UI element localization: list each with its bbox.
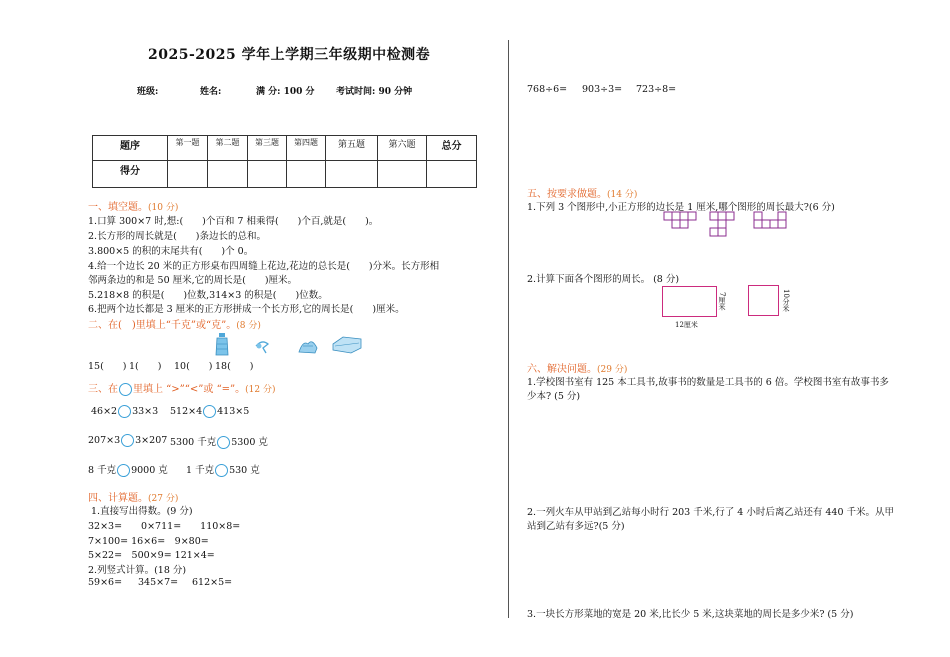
- pin-icon: [253, 338, 271, 354]
- compare-circle[interactable]: [117, 464, 130, 477]
- question-line: 4.给一个边长 20 米的正方形桌布四周缝上花边,花边的总长是( )分米。长方形相: [88, 261, 440, 272]
- bed-icon: [331, 334, 363, 354]
- square-side-label: 10分米: [782, 289, 790, 312]
- section5-heading: 五、按要求做题。(14 分): [527, 189, 638, 200]
- question-line: 2.计算下面各个图形的周长。 (8 分): [527, 274, 680, 285]
- section3-heading: 三、在 里填上 “>”“<”或 “=”。(12 分): [88, 384, 276, 395]
- score-cell[interactable]: [427, 161, 477, 188]
- score-cell[interactable]: [208, 161, 248, 188]
- question-line: 5.218×8 的积是( )位数,314×3 的积是( )位数。: [88, 290, 328, 301]
- score-table-header: 第五题: [326, 136, 378, 161]
- page-title: 2025-2025 学年上学期三年级期中检测卷: [148, 47, 431, 63]
- question-line: 2.一列火车从甲站到乙站每小时行 203 千米,行了 4 小时后离乙站还有 440 千米。从甲: [527, 507, 895, 518]
- answer-slot: 15( ): [88, 361, 127, 372]
- compare-circle[interactable]: [121, 434, 134, 447]
- compare-circle[interactable]: [203, 405, 216, 418]
- rectangle-figure: [662, 286, 717, 317]
- score-table-header: 第一题: [168, 136, 208, 161]
- question-line: 3.800×5 的积的末尾共有( )个 0。: [88, 246, 254, 257]
- exam-time-info: 考试时间: 90 分钟: [336, 87, 413, 97]
- full-score-info: 满 分: 100 分: [256, 87, 315, 97]
- rect-width-label: 12厘米: [675, 321, 698, 329]
- sub-heading: 1.直接写出得数。(9 分): [91, 506, 193, 517]
- question-line: 6.把两个边长都是 3 厘米的正方形拼成一个长方形,它的周长是( )厘米。: [88, 304, 405, 315]
- score-table-header: 第六题: [378, 136, 427, 161]
- question-line: 2.长方形的周长就是( )条边长的总和。: [88, 231, 266, 242]
- square-figure: [748, 285, 779, 316]
- score-cell[interactable]: [326, 161, 378, 188]
- calc-item: 903÷3=: [582, 84, 623, 95]
- question-line: 1.学校图书室有 125 本工具书,故事书的数量是工具书的 6 倍。学校图书室有故事书多: [527, 377, 889, 388]
- calc-item: 345×7=: [138, 577, 179, 588]
- calc-item: 768÷6=: [527, 84, 568, 95]
- bottle-icon: [214, 332, 230, 356]
- grid-figure-c: [753, 211, 789, 229]
- question-line: 站到乙站有多远?(5 分): [527, 521, 625, 532]
- rect-height-label: 7厘米: [718, 292, 726, 311]
- grid-figure-b: [709, 211, 739, 239]
- score-cell[interactable]: [168, 161, 208, 188]
- score-table-header: 题序: [93, 136, 168, 161]
- compare-circle-icon: [119, 383, 132, 396]
- column-divider: [508, 40, 509, 618]
- calc-line: 5×22= 500×9= 121×4=: [88, 550, 215, 561]
- compare-item: 8 千克 9000 克: [88, 465, 168, 476]
- section1-heading: 一、填空题。(10 分): [88, 202, 179, 213]
- compare-circle[interactable]: [215, 464, 228, 477]
- calc-line: 7×100= 16×6= 9×80=: [88, 536, 209, 547]
- score-cell[interactable]: [378, 161, 427, 188]
- section6-heading: 六、解决问题。(29 分): [527, 364, 628, 375]
- compare-circle[interactable]: [217, 436, 230, 449]
- score-table-header: 第四题: [287, 136, 326, 161]
- calc-line: 32×3= 0×711= 110×8=: [88, 521, 241, 532]
- score-table-header: 总分: [427, 136, 477, 161]
- grid-figure-a: [663, 211, 703, 229]
- question-line: 1.下列 3 个图形中,小正方形的边长是 1 厘米,哪个图形的周长最大?(6 分): [527, 202, 835, 213]
- score-cell[interactable]: [287, 161, 326, 188]
- answer-slot: 10( ): [174, 361, 213, 372]
- score-table: [92, 135, 477, 188]
- answer-slot: 1( ): [129, 361, 162, 372]
- score-row-label: 得分: [93, 161, 168, 188]
- compare-item: 207×3 3×207: [88, 435, 168, 446]
- calc-item: 59×6=: [88, 577, 123, 588]
- compare-circle[interactable]: [118, 405, 131, 418]
- sub-heading: 2.列竖式计算。(18 分): [88, 565, 187, 576]
- answer-slot: 18( ): [215, 361, 254, 372]
- section4-heading: 四、计算题。(27 分): [88, 493, 179, 504]
- question-line: 少本? (5 分): [527, 391, 581, 402]
- calc-item: 612×5=: [192, 577, 233, 588]
- question-line: 邻两条边的和是 50 厘米,它的周长是( )厘米。: [88, 275, 298, 286]
- question-line: 1.口算 300×7 时,想:( )个百和 7 相乘得( )个百,就是( )。: [88, 216, 379, 227]
- vegetable-icon: [297, 336, 319, 354]
- section2-heading: 二、在( )里填上“千克”或“克”。(8 分): [88, 320, 261, 331]
- name-label: 姓名:: [200, 87, 222, 97]
- question-line: 3.一块长方形菜地的宽是 20 米,比长少 5 米,这块菜地的周长是多少米? (5 分): [527, 609, 854, 620]
- compare-item: 512×4 413×5: [170, 406, 250, 417]
- compare-item: 46×2 33×3: [91, 406, 159, 417]
- class-label: 班级:: [137, 87, 159, 97]
- score-table-header: 第三题: [248, 136, 287, 161]
- compare-item: 5300 千克 5300 克: [170, 437, 268, 448]
- score-cell[interactable]: [248, 161, 287, 188]
- calc-item: 723÷8=: [636, 84, 677, 95]
- compare-item: 1 千克 530 克: [186, 465, 260, 476]
- score-table-header: 第二题: [208, 136, 248, 161]
